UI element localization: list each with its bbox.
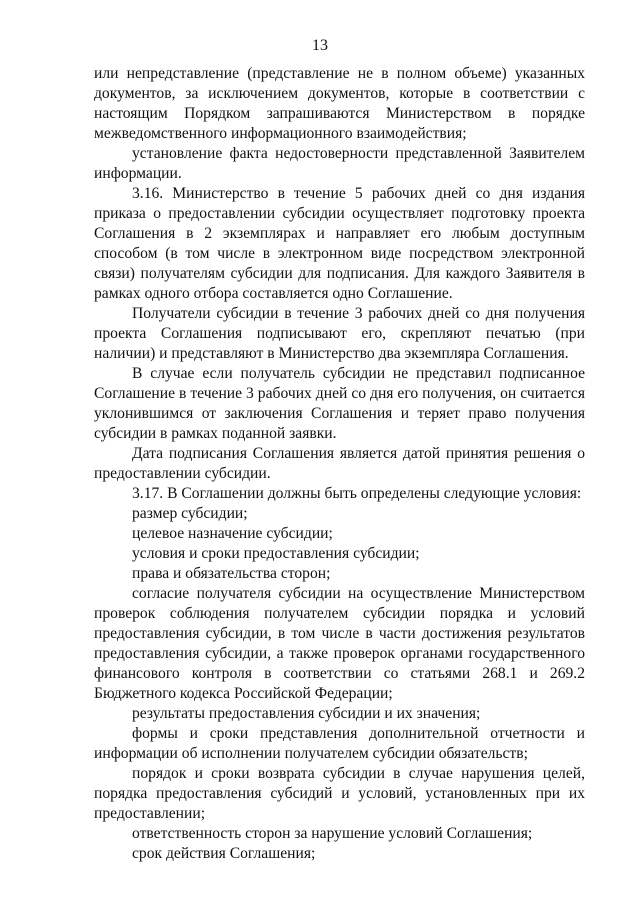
list-item: срок действия Соглашения; [132,845,316,862]
list-item: результаты предоставления субсидии и их значения; [132,705,481,722]
document-body [94,64,585,864]
paragraph-section-3-16: 3.16. Министерство в течение 5 рабочих дней со дня издания приказа о предоставлении субсидии осуществляет подготовку проекта Соглашения в 2 экземплярах и направляет его любым доступным способом (в том числе в электронном виде посредством электронной связи) получателям субсидии для подписания. Для каждого Заявителя в рамках одного отбора составляется одно Соглашение. [94,185,585,302]
paragraph-section-3-17: 3.17. В Соглашении должны быть определены следующие условия: [132,485,582,502]
paragraph: установление факта недостоверности представленной Заявителем информации. [94,145,585,182]
paragraph-continuation: или непредставление (представление не в полном объеме) указанных документов, за исключением документов, которые в соответствии с настоящим Порядком запрашиваются Министерством в порядке межведомственного информационного взаимодействия; [94,65,585,142]
paragraph: Получатели субсидии в течение 3 рабочих дней со дня получения проекта Соглашения подписывают его, скрепляют печатью (при наличии) и представляют в Министерство два экземпляра Соглашения. [94,305,585,362]
list-item: размер субсидии; [132,505,248,522]
list-item: права и обязательства сторон; [132,565,331,582]
paragraph: Дата подписания Соглашения является датой принятия решения о предоставлении субсидии. [94,445,585,482]
list-item: формы и сроки представления дополнительной отчетности и информации об исполнении получателем субсидии обязательств; [94,725,585,762]
paragraph: В случае если получатель субсидии не представил подписанное Соглашение в течение 3 рабочих дней со дня его получения, он считается уклонившимся от заключения Соглашения и теряет право получения субсидии в рамках поданной заявки. [94,365,585,442]
list-item: согласие получателя субсидии на осуществление Министерством проверок соблюдения получателем субсидии порядка и условий предоставления субсидии, в том числе в части достижения результатов предоставления субсидии, а также проверок органами государственного финансового контроля в соответствии со статьями 268.1 и 269.2 Бюджетного кодекса Российской Федерации; [94,585,585,702]
list-item: целевое назначение субсидии; [132,525,333,542]
list-item: порядок и сроки возврата субсидии в случае нарушения целей, порядка предоставления субсидий и условий, установленных при их предоставлении; [94,765,585,822]
list-item: условия и сроки предоставления субсидии; [132,545,420,562]
page-number: 13 [312,37,328,54]
list-item: ответственность сторон за нарушение условий Соглашения; [132,825,533,842]
